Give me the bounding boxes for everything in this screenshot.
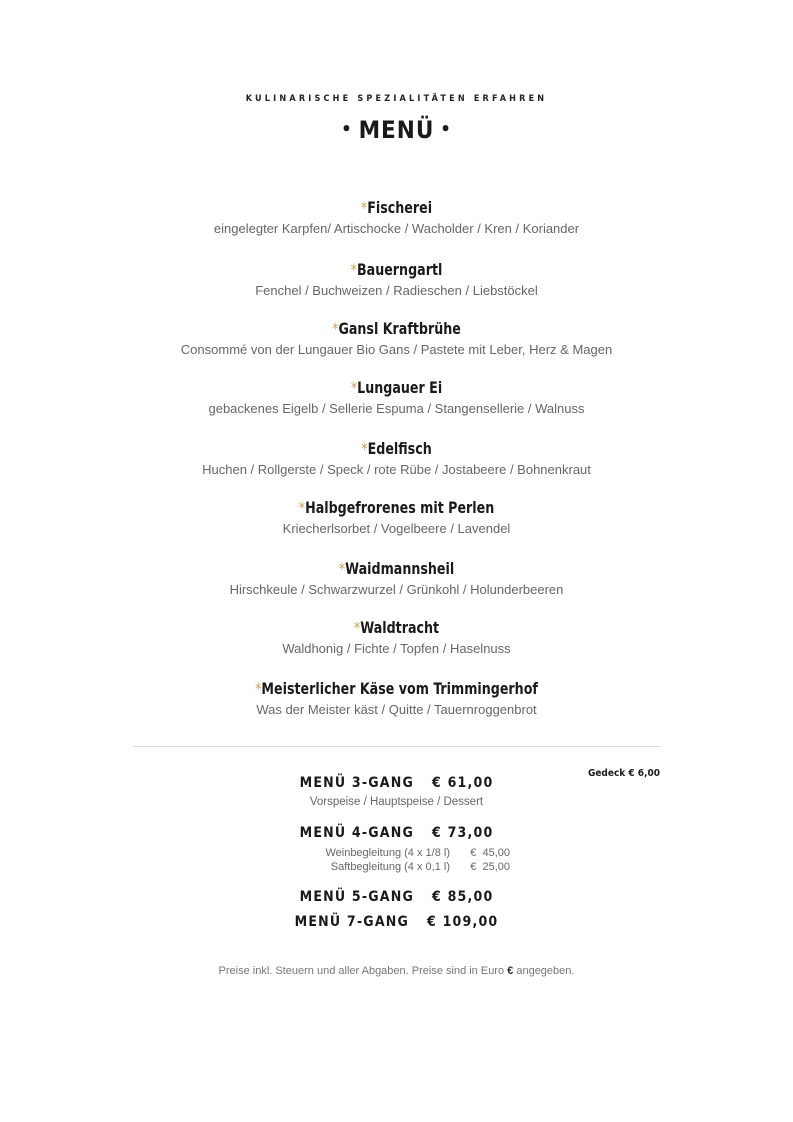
course-item <box>0 498 793 537</box>
asterisk-icon: * <box>338 559 346 578</box>
price-menu-3-subtitle: Vorspeise / Hauptspeise / Dessert <box>309 796 484 808</box>
course-name: Meisterlicher Käse vom Trimmingerhof <box>261 679 538 698</box>
cover-charge: Gedeck € 6,00 <box>587 768 660 779</box>
course-description: eingelegter Karpfen/ Artischocke / Wacholder / Kren / Koriander <box>213 221 580 236</box>
course-description: Hirschkeule / Schwarzwurzel / Grünkohl / Holunderbeeren <box>229 582 564 597</box>
course-description: Kriecherlsorbet / Vogelbeere / Lavendel <box>282 521 511 536</box>
juice-pairing-label: Saftbegleitung (4 x 0,1 l) <box>330 861 450 873</box>
price-label: MENÜ 7-GANG <box>294 914 410 930</box>
price-menu-7 <box>0 914 793 930</box>
asterisk-icon: * <box>353 618 361 637</box>
price-menu-4 <box>0 825 793 841</box>
price-label: MENÜ 4-GANG <box>299 825 415 841</box>
asterisk-icon: * <box>361 439 368 458</box>
juice-pairing-amount: € 25,00 <box>470 861 510 873</box>
asterisk-icon: * <box>255 679 262 698</box>
course-name: Edelfisch <box>367 439 432 458</box>
asterisk-icon: * <box>350 378 358 397</box>
course-item <box>0 260 793 299</box>
price-amount: € 85,00 <box>432 889 494 905</box>
course-item <box>0 198 793 237</box>
course-description: Was der Meister käst / Quitte / Tauernroggenbrot <box>256 702 537 717</box>
menu-title-text: MENÜ <box>358 116 435 144</box>
course-description: Fenchel / Buchweizen / Radieschen / Liebstöckel <box>255 283 538 298</box>
course-item <box>0 618 793 657</box>
course-name: Waidmannsheil <box>345 559 455 578</box>
asterisk-icon: * <box>350 260 357 279</box>
menu-kicker: KULINARISCHE SPEZIALITÄTEN ERFAHREN <box>245 94 548 104</box>
wine-pairing-label: Weinbegleitung (4 x 1/8 l) <box>325 847 450 859</box>
asterisk-icon: * <box>298 498 306 517</box>
title-dot-left: • <box>341 119 353 140</box>
course-name: Halbgefrorenes mit Perlen <box>305 498 495 517</box>
title-dot-right: • <box>440 119 452 140</box>
footnote-text-end: angegeben. <box>513 965 575 977</box>
euro-symbol: € <box>507 965 514 977</box>
course-name: Bauerngartl <box>356 260 443 279</box>
wine-pairing-row <box>290 847 510 859</box>
price-amount: € 61,00 <box>432 775 494 791</box>
price-label: MENÜ 5-GANG <box>299 889 415 905</box>
asterisk-icon: * <box>360 198 368 217</box>
course-item <box>0 559 793 598</box>
price-amount: € 73,00 <box>432 825 494 841</box>
price-menu-5 <box>0 889 793 905</box>
asterisk-icon: * <box>332 319 339 338</box>
course-description: Waldhonig / Fichte / Topfen / Haselnuss <box>282 641 511 656</box>
course-name: Fischerei <box>367 198 433 217</box>
course-name: Waldtracht <box>360 618 440 637</box>
course-description: gebackenes Eigelb / Sellerie Espuma / Stangensellerie / Walnuss <box>208 401 585 416</box>
course-name: Gansl Kraftbrühe <box>338 319 461 338</box>
course-item <box>0 439 793 478</box>
price-amount: € 109,00 <box>427 914 499 930</box>
menu-title <box>0 116 793 144</box>
section-divider <box>133 746 661 747</box>
course-item <box>0 679 793 718</box>
footnote-text: Preise inkl. Steuern und aller Abgaben. Preise sind in Euro <box>218 965 508 977</box>
price-footnote <box>0 965 793 977</box>
wine-pairing-amount: € 45,00 <box>470 847 510 859</box>
price-label: MENÜ 3-GANG <box>299 775 415 791</box>
course-description: Consommé von der Lungauer Bio Gans / Pastete mit Leber, Herz & Magen <box>180 342 613 357</box>
juice-pairing-row <box>290 861 510 873</box>
price-menu-3 <box>0 775 793 791</box>
course-item <box>0 319 793 358</box>
course-item <box>0 378 793 417</box>
course-description: Huchen / Rollgerste / Speck / rote Rübe / Jostabeere / Bohnenkraut <box>202 462 591 477</box>
course-name: Lungauer Ei <box>357 378 443 397</box>
